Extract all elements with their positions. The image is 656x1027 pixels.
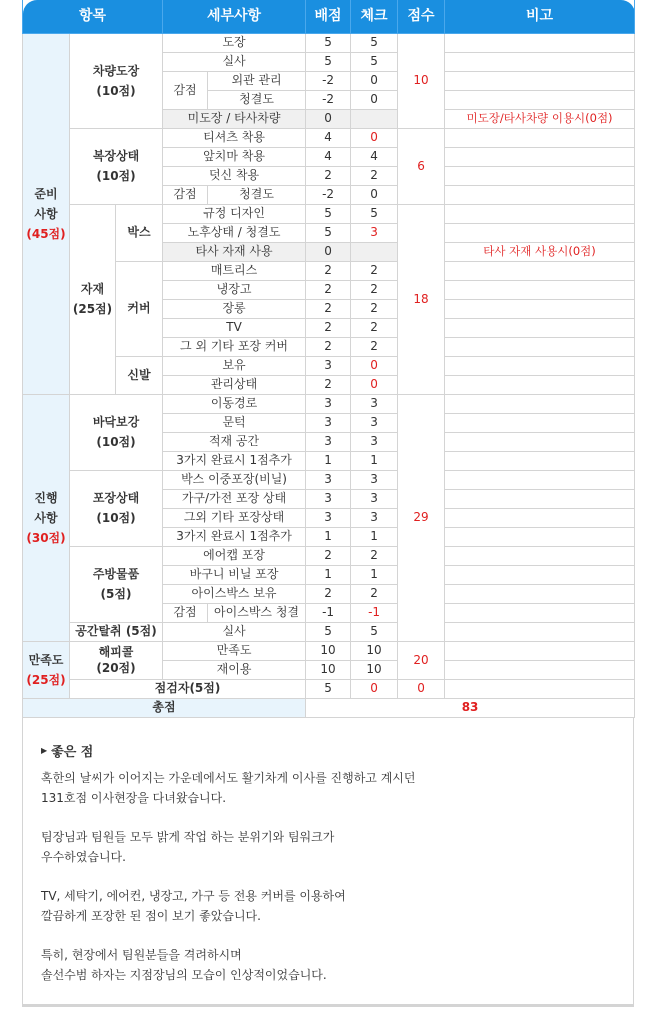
review-title-text: 좋은 점 xyxy=(51,745,94,760)
row-note xyxy=(445,33,635,52)
row-check: 0 xyxy=(351,679,398,698)
row-item: 문턱 xyxy=(163,413,306,432)
row-check: 3 xyxy=(351,508,398,527)
row-item: 청결도 xyxy=(208,185,306,204)
triangle-bullet-icon: ▶ xyxy=(41,746,48,755)
satisfaction-label: 만족도 xyxy=(28,652,64,667)
row-item: 냉장고 xyxy=(163,280,306,299)
clothing-label-text: 복장상태 xyxy=(92,149,140,163)
row-note xyxy=(445,299,635,318)
row-item: 실사 xyxy=(163,622,306,641)
row-check: 5 xyxy=(351,33,398,52)
row-item: 앞치마 착용 xyxy=(163,147,306,166)
row-check: 1 xyxy=(351,451,398,470)
prep-label: 준비 사항 xyxy=(34,186,58,221)
row-item: 타사 자재 사용 xyxy=(163,242,306,261)
row-check xyxy=(351,109,398,128)
row-check: 0 xyxy=(351,90,398,109)
row-item: 장롱 xyxy=(163,299,306,318)
row-points: 3 xyxy=(306,432,351,451)
header-note: 비고 xyxy=(445,0,635,33)
progress-section-label xyxy=(23,394,70,641)
review-paragraph: 팀장님과 팀원들 모두 밝게 작업 하는 분위기와 팀워크가 우수하였습니다. xyxy=(41,830,335,864)
cover-label: 커버 xyxy=(116,261,163,356)
row-item: 재이용 xyxy=(163,660,306,679)
row-points: 2 xyxy=(306,166,351,185)
row-points: 2 xyxy=(306,280,351,299)
row-points: 1 xyxy=(306,527,351,546)
table-row xyxy=(23,128,635,147)
row-item: 바구니 비닐 포장 xyxy=(163,565,306,584)
floor-label xyxy=(70,394,163,470)
packing-points: (10점) xyxy=(96,511,136,525)
row-note xyxy=(445,52,635,71)
row-note xyxy=(445,508,635,527)
row-item: 적재 공간 xyxy=(163,432,306,451)
row-note xyxy=(445,90,635,109)
row-check: 10 xyxy=(351,641,398,660)
header-points: 배점 xyxy=(306,0,351,33)
row-points: 5 xyxy=(306,223,351,242)
row-check xyxy=(351,242,398,261)
row-check: 3 xyxy=(351,489,398,508)
row-points: -2 xyxy=(306,71,351,90)
row-check: 1 xyxy=(351,527,398,546)
row-check: 2 xyxy=(351,280,398,299)
material-label xyxy=(70,204,116,394)
deduct-label: 감점 xyxy=(163,603,208,622)
row-check: 2 xyxy=(351,299,398,318)
row-note xyxy=(445,337,635,356)
progress-label: 진행 사항 xyxy=(34,490,58,525)
row-check: 2 xyxy=(351,546,398,565)
header-check: 체크 xyxy=(351,0,398,33)
row-note xyxy=(445,375,635,394)
table-row xyxy=(23,546,635,565)
row-points: 10 xyxy=(306,660,351,679)
row-note xyxy=(445,679,635,698)
row-item: 외관 관리 xyxy=(208,71,306,90)
row-note xyxy=(445,470,635,489)
row-points: 3 xyxy=(306,470,351,489)
row-note: 미도장/타사차량 이용시(0점) xyxy=(445,109,635,128)
row-item: 노후상태 / 청결도 xyxy=(163,223,306,242)
row-note xyxy=(445,318,635,337)
row-item: 이동경로 xyxy=(163,394,306,413)
review-paragraph: 혹한의 날씨가 이어지는 가운데에서도 활기차게 이사를 진행하고 계시던 131호점 이사현장을 다녀왔습니다. xyxy=(41,771,416,805)
prep-points: (45점) xyxy=(26,226,66,241)
row-points: 3 xyxy=(306,489,351,508)
happycall-label-text: 해피콜 xyxy=(98,645,134,659)
material-label-text: 자재 xyxy=(80,282,105,296)
row-check: 2 xyxy=(351,584,398,603)
row-points: 3 xyxy=(306,413,351,432)
review-paragraph: 특히, 현장에서 팀원분들을 격려하시며 솔선수범 하자는 지점장님의 모습이 인상적이었습니다. xyxy=(41,948,327,982)
row-item: 에어캡 포장 xyxy=(163,546,306,565)
row-check: 0 xyxy=(351,356,398,375)
table-row xyxy=(23,394,635,413)
row-points: 5 xyxy=(306,679,351,698)
row-points: 10 xyxy=(306,641,351,660)
row-check: 3 xyxy=(351,394,398,413)
row-check: 0 xyxy=(351,375,398,394)
progress-points: (30점) xyxy=(26,530,66,545)
row-check: 3 xyxy=(351,413,398,432)
row-item: 그외 기타 포장상태 xyxy=(163,508,306,527)
header-item: 항목 xyxy=(23,0,163,33)
packing-label-text: 포장상태 xyxy=(92,491,140,505)
row-check: 1 xyxy=(351,565,398,584)
row-note xyxy=(445,641,635,660)
row-item: 아이스박스 청결 xyxy=(208,603,306,622)
row-note xyxy=(445,584,635,603)
review-panel xyxy=(22,717,634,1007)
row-points: 2 xyxy=(306,337,351,356)
row-check: 2 xyxy=(351,337,398,356)
table-row xyxy=(23,33,635,52)
row-note xyxy=(445,185,635,204)
header-detail: 세부사항 xyxy=(163,0,306,33)
row-points: 3 xyxy=(306,394,351,413)
row-item: 보유 xyxy=(163,356,306,375)
floor-label-text: 바닥보강 xyxy=(92,415,140,429)
happycall-label xyxy=(70,641,163,679)
row-points: 5 xyxy=(306,622,351,641)
row-item: 아이스박스 보유 xyxy=(163,584,306,603)
row-item: TV xyxy=(163,318,306,337)
row-note xyxy=(445,546,635,565)
vehicle-label xyxy=(70,33,163,128)
inspector-label: 점검자(5점) xyxy=(70,679,306,698)
vehicle-label-text: 차량도장 xyxy=(92,63,140,78)
satisfaction-section-label xyxy=(23,641,70,698)
table-row xyxy=(23,204,635,223)
row-check: 4 xyxy=(351,147,398,166)
row-note xyxy=(445,622,635,641)
deduct-label: 감점 xyxy=(163,71,208,109)
row-points: 2 xyxy=(306,299,351,318)
row-check: 5 xyxy=(351,52,398,71)
row-points: -2 xyxy=(306,90,351,109)
row-item: 관리상태 xyxy=(163,375,306,394)
row-note xyxy=(445,603,635,622)
row-note xyxy=(445,660,635,679)
row-item: 미도장 / 타사차량 xyxy=(163,109,306,128)
deduct-label: 감점 xyxy=(163,185,208,204)
table-row xyxy=(23,470,635,489)
row-item: 실사 xyxy=(163,52,306,71)
row-note: 타사 자재 사용시(0점) xyxy=(445,242,635,261)
happycall-points: (20점) xyxy=(96,661,136,675)
row-check: 2 xyxy=(351,166,398,185)
total-row xyxy=(23,698,635,717)
row-note xyxy=(445,527,635,546)
packing-label xyxy=(70,470,163,546)
kitchen-label-text: 주방물품 xyxy=(92,567,140,581)
row-note xyxy=(445,451,635,470)
row-note xyxy=(445,71,635,90)
row-note xyxy=(445,166,635,185)
row-note xyxy=(445,261,635,280)
row-points: 5 xyxy=(306,33,351,52)
inspector-score: 0 xyxy=(398,679,445,698)
row-note xyxy=(445,413,635,432)
row-points: 2 xyxy=(306,318,351,337)
row-check: 5 xyxy=(351,204,398,223)
row-note xyxy=(445,128,635,147)
row-item: 티셔츠 착용 xyxy=(163,128,306,147)
clothing-points: (10점) xyxy=(96,169,136,183)
shoes-label: 신발 xyxy=(116,356,163,394)
table-header xyxy=(23,0,635,33)
row-check: 2 xyxy=(351,318,398,337)
table-row xyxy=(23,641,635,660)
row-points: 0 xyxy=(306,109,351,128)
vehicle-score: 10 xyxy=(398,33,445,128)
row-note xyxy=(445,489,635,508)
row-points: -1 xyxy=(306,603,351,622)
row-points: 2 xyxy=(306,375,351,394)
table-row xyxy=(23,622,635,641)
total-label: 총점 xyxy=(23,698,306,717)
row-note xyxy=(445,223,635,242)
row-points: 0 xyxy=(306,242,351,261)
row-check: 10 xyxy=(351,660,398,679)
row-points: -2 xyxy=(306,185,351,204)
row-item: 박스 이중포장(비닐) xyxy=(163,470,306,489)
material-score: 18 xyxy=(398,204,445,394)
row-item: 매트리스 xyxy=(163,261,306,280)
row-item: 만족도 xyxy=(163,641,306,660)
kitchen-label xyxy=(70,546,163,622)
row-item: 가구/가전 포장 상태 xyxy=(163,489,306,508)
row-item: 규정 디자인 xyxy=(163,204,306,223)
score-table xyxy=(22,0,635,718)
row-check: 0 xyxy=(351,185,398,204)
row-item: 3가지 완료시 1점추가 xyxy=(163,527,306,546)
row-points: 3 xyxy=(306,508,351,527)
row-note xyxy=(445,356,635,375)
row-check: 3 xyxy=(351,432,398,451)
row-item: 도장 xyxy=(163,33,306,52)
row-points: 1 xyxy=(306,565,351,584)
score-sheet xyxy=(22,0,634,718)
kitchen-points: (5점) xyxy=(100,587,132,601)
row-points: 2 xyxy=(306,261,351,280)
prep-section-label xyxy=(23,33,70,394)
row-check: 0 xyxy=(351,128,398,147)
row-note xyxy=(445,204,635,223)
space-label: 공간탈취 (5점) xyxy=(70,622,163,641)
row-check: 5 xyxy=(351,622,398,641)
row-item: 그 외 기타 포장 커버 xyxy=(163,337,306,356)
total-value: 83 xyxy=(306,698,635,717)
row-points: 5 xyxy=(306,204,351,223)
progress-score: 29 xyxy=(398,394,445,641)
satisfaction-score: 20 xyxy=(398,641,445,679)
clothing-score: 6 xyxy=(398,128,445,204)
row-item: 청결도 xyxy=(208,90,306,109)
review-paragraph: TV, 세탁기, 에어컨, 냉장고, 가구 등 전용 커버를 이용하여 깔끔하게 포장한 된 점이 보기 좋았습니다. xyxy=(41,889,346,923)
row-note xyxy=(445,565,635,584)
row-points: 4 xyxy=(306,128,351,147)
row-points: 2 xyxy=(306,584,351,603)
clothing-label xyxy=(70,128,163,204)
satisfaction-points: (25점) xyxy=(26,672,66,687)
header-score: 점수 xyxy=(398,0,445,33)
row-note xyxy=(445,147,635,166)
row-note xyxy=(445,280,635,299)
row-points: 3 xyxy=(306,356,351,375)
row-note xyxy=(445,394,635,413)
row-item: 덧신 착용 xyxy=(163,166,306,185)
row-points: 2 xyxy=(306,546,351,565)
row-check: 3 xyxy=(351,470,398,489)
table-row xyxy=(23,679,635,698)
row-item: 3가지 완료시 1점추가 xyxy=(163,451,306,470)
row-check: 3 xyxy=(351,223,398,242)
floor-points: (10점) xyxy=(96,435,136,449)
box-label: 박스 xyxy=(116,204,163,261)
review-title xyxy=(41,741,615,760)
row-points: 1 xyxy=(306,451,351,470)
row-check: 0 xyxy=(351,71,398,90)
row-check: -1 xyxy=(351,603,398,622)
row-points: 4 xyxy=(306,147,351,166)
row-check: 2 xyxy=(351,261,398,280)
material-points: (25점) xyxy=(72,302,113,316)
row-note xyxy=(445,432,635,451)
row-points: 5 xyxy=(306,52,351,71)
vehicle-points: (10점) xyxy=(96,83,136,98)
